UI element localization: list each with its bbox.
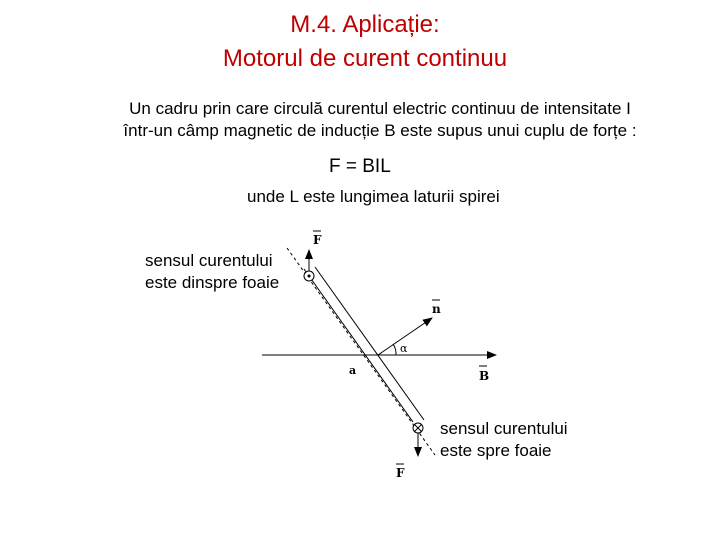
frame-side-left <box>304 269 413 422</box>
description-line2: într-un câmp magnetic de inducție B este supus unui cuplu de forțe : <box>123 121 637 140</box>
a-symbol: a <box>349 364 357 377</box>
current-out-dot <box>308 275 311 278</box>
n-symbol: n <box>432 302 441 316</box>
frame-side-right <box>315 267 424 420</box>
b-symbol: B <box>479 369 490 383</box>
slide-title-line2: Motorul de curent continuu <box>222 45 508 72</box>
alpha-symbol: α <box>400 342 408 355</box>
current-direction-bottom-line2: este spre foaie <box>440 441 552 460</box>
force-formula: F = BIL <box>329 156 391 177</box>
slide-title-line1: M.4. Aplicație: <box>290 11 440 38</box>
current-direction-bottom-line1: sensul curentului <box>440 419 568 438</box>
alpha-arc <box>393 344 396 355</box>
formula-explanation: unde L este lungimea laturii spirei <box>247 187 500 206</box>
f-top-symbol: F <box>313 233 322 247</box>
description-line1: Un cadru prin care circulă curentul electric continuu de intensitate I <box>129 99 631 118</box>
f-bottom-symbol: F <box>396 466 405 480</box>
current-direction-top-line2: este dinspre foaie <box>145 273 280 292</box>
current-direction-top-line1: sensul curentului <box>145 251 273 270</box>
